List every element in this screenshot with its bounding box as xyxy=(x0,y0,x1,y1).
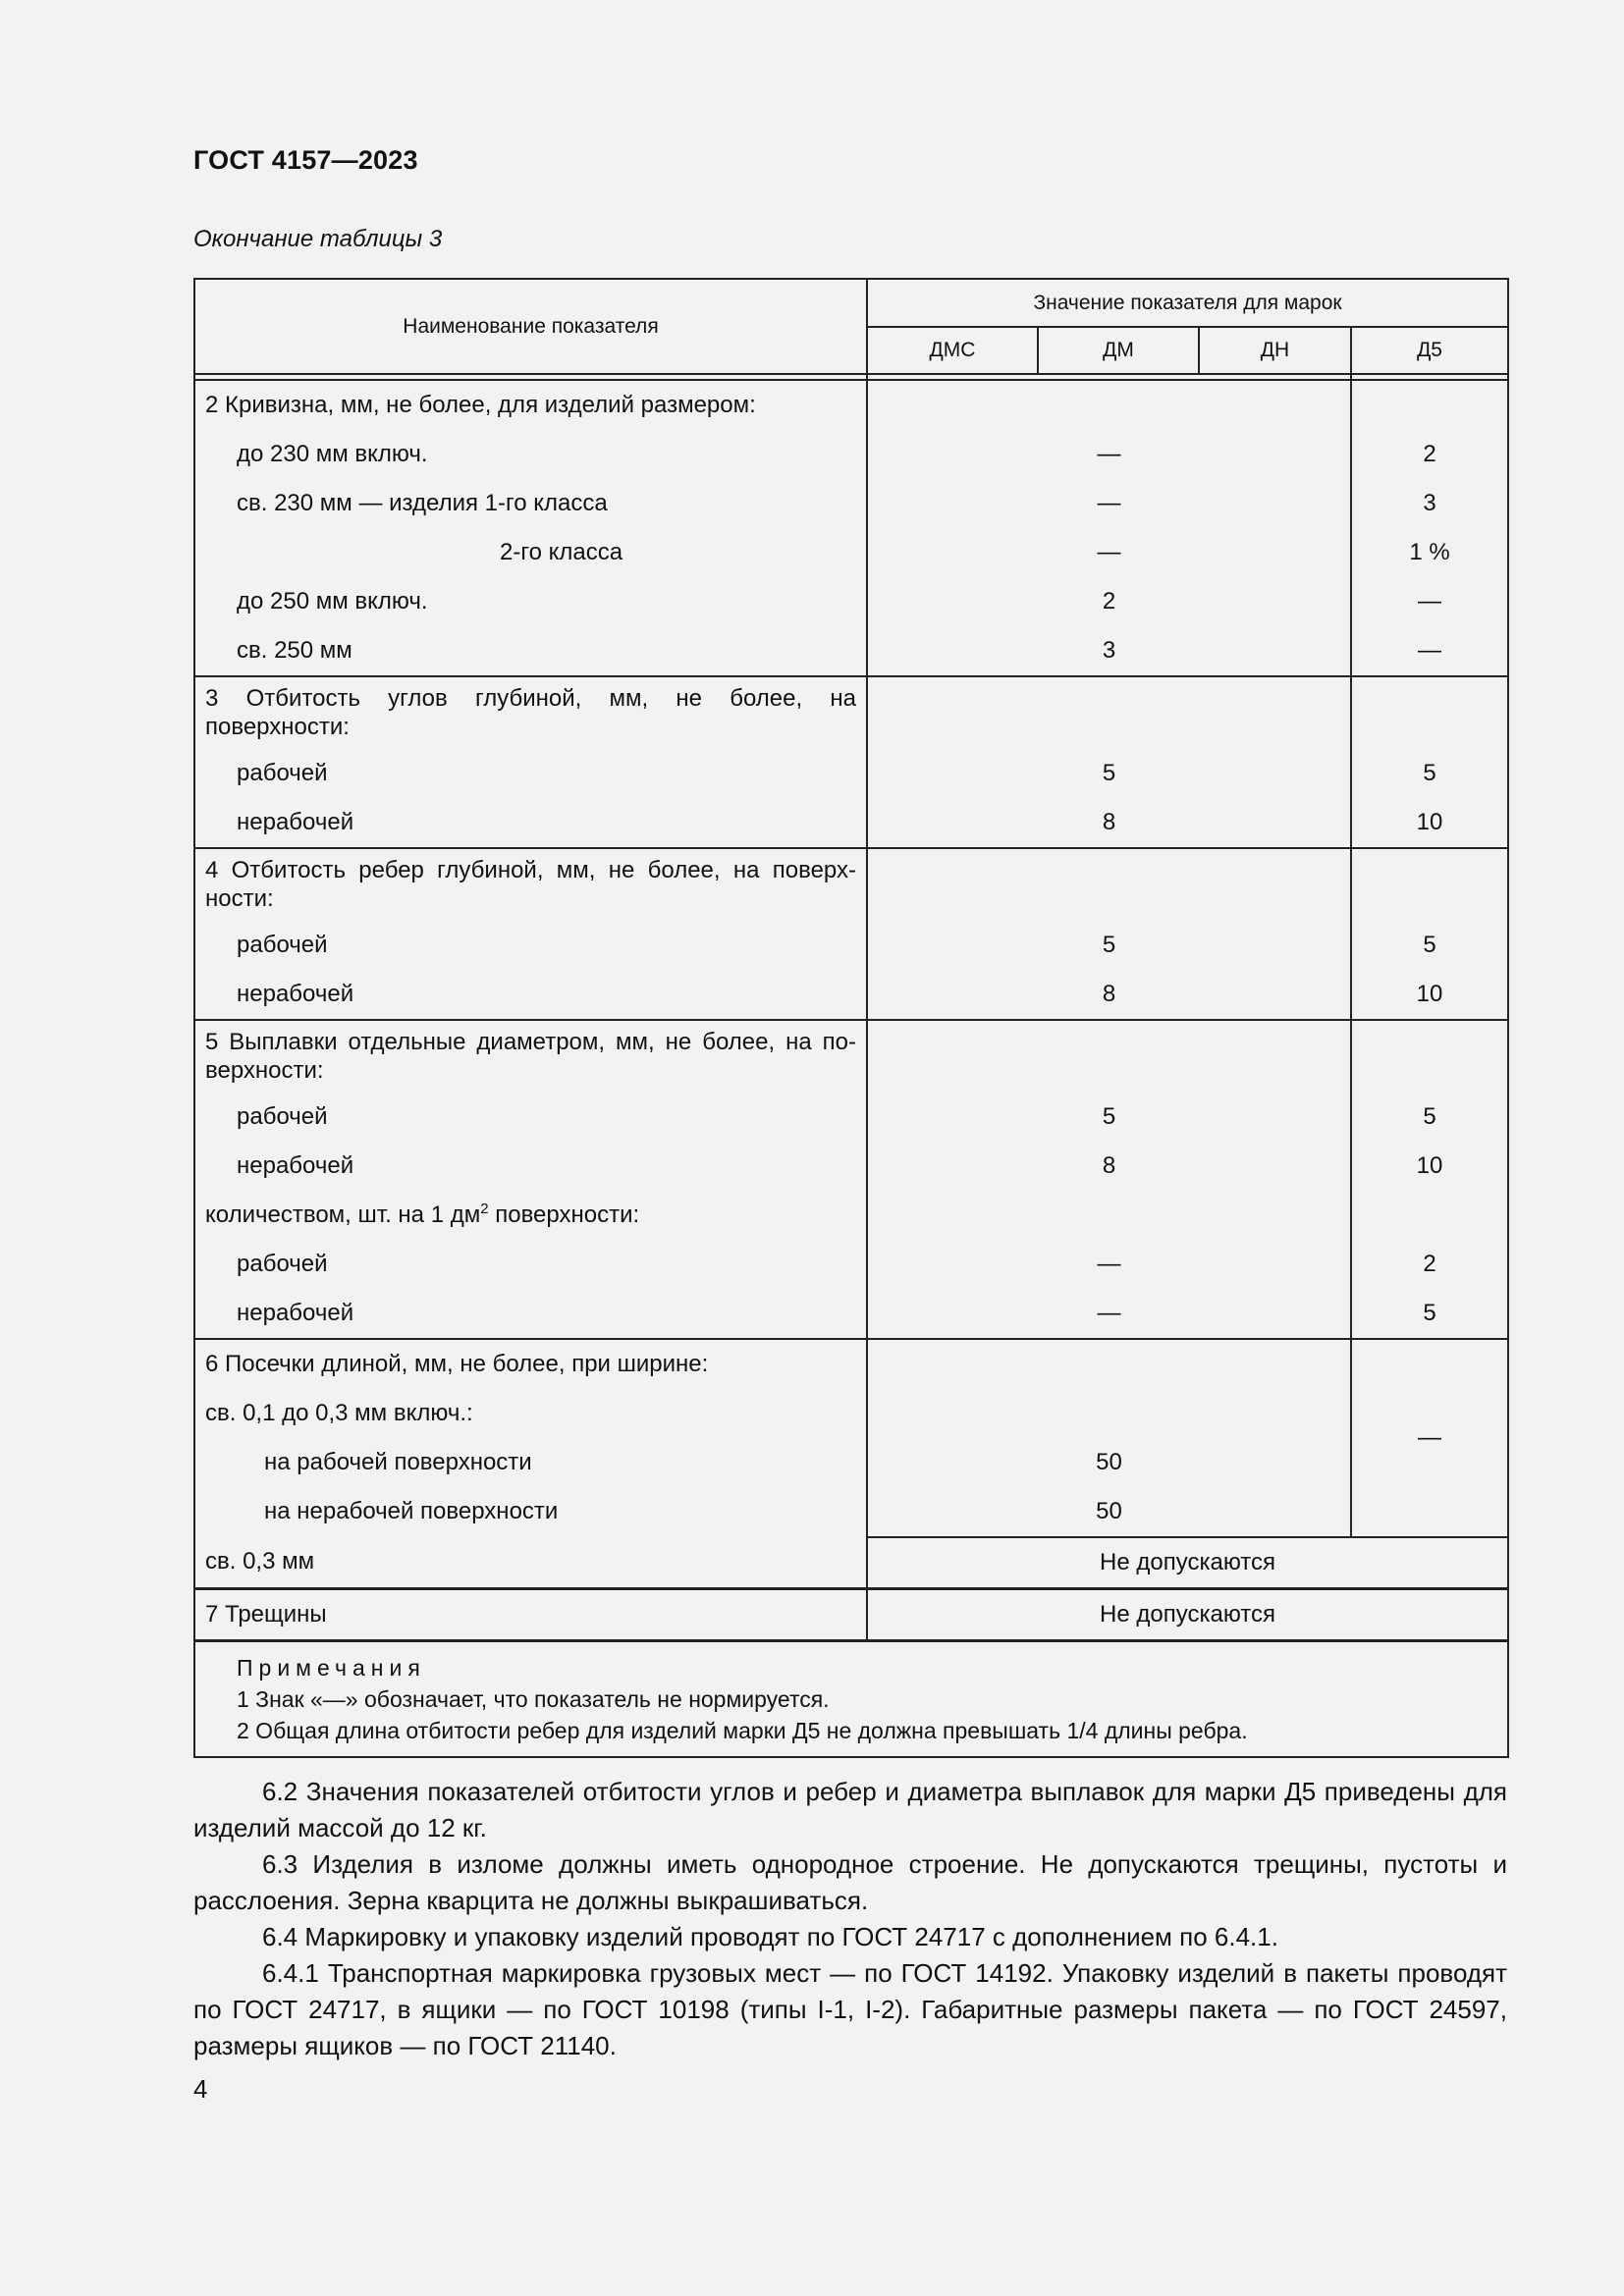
header-indicator-name: Наименование показателя xyxy=(194,279,867,374)
notes-title: Примечания xyxy=(237,1655,426,1681)
row-value: 8 xyxy=(867,970,1351,1020)
row-value: 5 xyxy=(867,749,1351,798)
paragraph-6-2: 6.2 Значения показателей отбитости углов и ребер и диаметра выплавок для марки Д5 приведены для изделий массой до 12 кг. xyxy=(193,1777,1507,1842)
row-label: рабочей xyxy=(194,921,867,970)
quantity-label-suffix: поверхности: xyxy=(488,1201,640,1228)
row-value: 8 xyxy=(867,798,1351,848)
row-label: до 250 мм включ. xyxy=(194,577,867,626)
row-label: на рабочей поверхности xyxy=(194,1438,867,1487)
row-quantity-label xyxy=(194,1191,867,1240)
row-value: — xyxy=(867,1289,1351,1339)
row-value-d5: 2 xyxy=(1351,1240,1508,1289)
row-value: — xyxy=(867,1240,1351,1289)
quantity-label-text: количеством, шт. на 1 дм xyxy=(205,1201,481,1228)
page-number: 4 xyxy=(193,2074,208,2104)
row-edges-title: 4 Отбитость ребер глубиной, мм, не более, на поверхности: xyxy=(194,848,867,921)
note-item: 1 Знак «—» обозначает, что показатель не нормируется. xyxy=(237,1686,830,1712)
header-grade-dms: ДМС xyxy=(867,327,1038,374)
row-value: 2 xyxy=(867,577,1351,626)
paragraph-6-3: 6.3 Изделия в изломе должны иметь однородное строение. Не допускаются трещины, пустоты и расслоения. Зерна кварцита не должны выкрашиваться. xyxy=(193,1849,1507,1915)
row-label: до 230 мм включ. xyxy=(194,430,867,479)
row-value-d5: — xyxy=(1351,577,1508,626)
row-label: 2-го класса xyxy=(194,528,867,577)
row-value-d5: 1 % xyxy=(1351,528,1508,577)
row-meltings-title: 5 Выплавки отдельные диаметром, мм, не более, на поверхности: xyxy=(194,1020,867,1093)
paragraph-6-4-1: 6.4.1 Транспортная маркировка грузовых мест — по ГОСТ 14192. Упаковку изделий в пакеты проводят по ГОСТ 24717, в ящики — по ГОСТ 10198 (типы I-1, I-2). Габаритные размеры пакета — по ГОСТ 24597, размеры ящиков — по ГОСТ 21140. xyxy=(193,1958,1507,2060)
row-label: св. 0,3 мм xyxy=(194,1537,867,1589)
header-grade-d5: Д5 xyxy=(1351,327,1508,374)
row-label: нерабочей xyxy=(194,798,867,848)
row-value: Не допускаются xyxy=(867,1589,1508,1641)
header-grade-dn: ДН xyxy=(1199,327,1351,374)
row-value: — xyxy=(867,528,1351,577)
body-text xyxy=(193,1774,1507,2064)
row-corners-title: 3 Отбитость углов глубиной, мм, не более, на поверхности: xyxy=(194,676,867,749)
row-value-d5: 5 xyxy=(1351,749,1508,798)
indicators-table xyxy=(193,278,1509,1758)
row-value: — xyxy=(867,430,1351,479)
row-value: Не допускаются xyxy=(867,1537,1508,1589)
row-cracks-title: 7 Трещины xyxy=(194,1589,867,1641)
row-value-d5: 10 xyxy=(1351,1142,1508,1191)
notches-d5-value: — xyxy=(1351,1339,1508,1537)
row-label: рабочей xyxy=(194,1240,867,1289)
header-value-group: Значение показателя для марок xyxy=(867,279,1508,327)
row-value: 8 xyxy=(867,1142,1351,1191)
row-label: рабочей xyxy=(194,749,867,798)
note-item: 2 Общая длина отбитости ребер для изделий марки Д5 не должна превышать 1/4 длины ребра. xyxy=(237,1718,1248,1743)
row-value: — xyxy=(867,479,1351,528)
document-header: ГОСТ 4157—2023 xyxy=(193,145,418,175)
row-value-d5: 3 xyxy=(1351,479,1508,528)
row-label: нерабочей xyxy=(194,1142,867,1191)
row-value-d5: 2 xyxy=(1351,430,1508,479)
row-value-d5: — xyxy=(1351,626,1508,676)
row-value: 50 xyxy=(867,1438,1351,1487)
table-notes xyxy=(194,1641,1508,1758)
row-value: 3 xyxy=(867,626,1351,676)
row-value-d5: 5 xyxy=(1351,1093,1508,1142)
row-label: нерабочей xyxy=(194,1289,867,1339)
row-label: на нерабочей поверхности xyxy=(194,1487,867,1537)
row-value-d5: 5 xyxy=(1351,921,1508,970)
row-curvature-title: 2 Кривизна, мм, не более, для изделий размером: xyxy=(194,380,867,430)
row-label: св. 250 мм xyxy=(194,626,867,676)
quantity-label-sup: 2 xyxy=(480,1201,489,1217)
row-value-d5: 10 xyxy=(1351,798,1508,848)
row-value: 5 xyxy=(867,1093,1351,1142)
row-value-d5: 10 xyxy=(1351,970,1508,1020)
row-value: 50 xyxy=(867,1487,1351,1537)
paragraph-6-4: 6.4 Маркировку и упаковку изделий проводят по ГОСТ 24717 с дополнением по 6.4.1. xyxy=(262,1922,1278,1951)
row-value: 5 xyxy=(867,921,1351,970)
row-label: нерабочей xyxy=(194,970,867,1020)
row-label: св. 0,1 до 0,3 мм включ.: xyxy=(194,1389,867,1438)
row-label: рабочей xyxy=(194,1093,867,1142)
row-label: св. 230 мм — изделия 1-го класса xyxy=(194,479,867,528)
row-notches-title: 6 Посечки длиной, мм, не более, при ширине: xyxy=(194,1339,867,1389)
table-caption: Окончание таблицы 3 xyxy=(193,226,443,252)
header-grade-dm: ДМ xyxy=(1038,327,1199,374)
row-value-d5: 5 xyxy=(1351,1289,1508,1339)
